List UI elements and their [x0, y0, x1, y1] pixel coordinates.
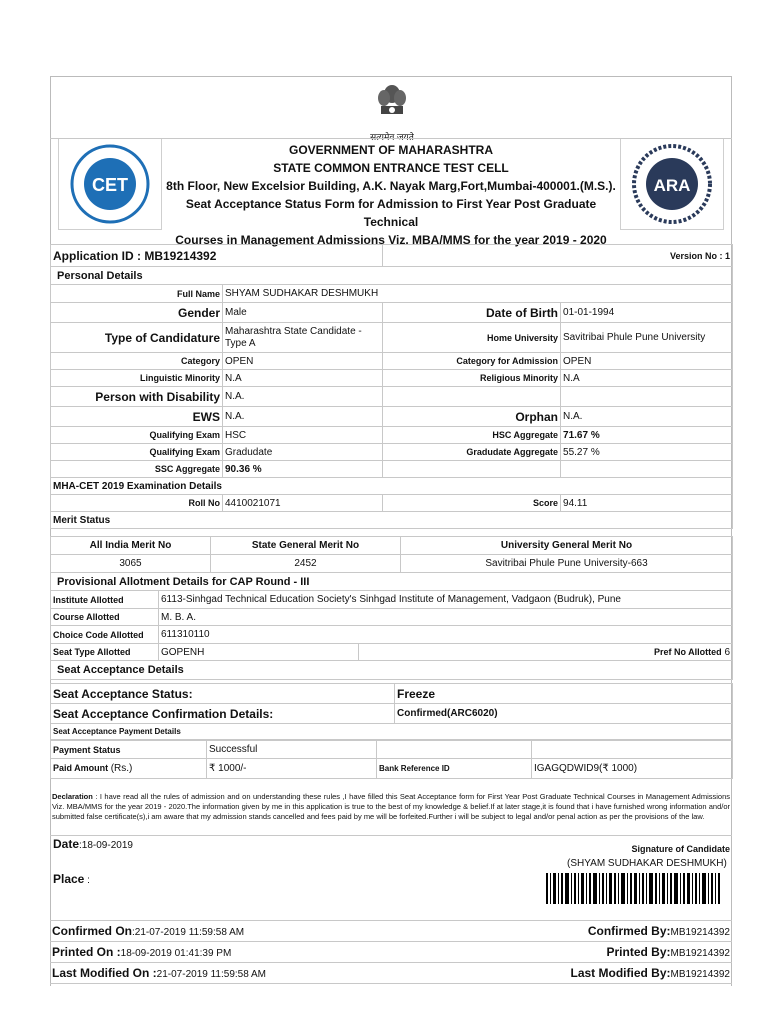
- ssc-agg-value: 90.36 %: [223, 461, 383, 478]
- roll-value: 4410021071: [223, 495, 383, 512]
- full-name-label: Full Name: [51, 285, 223, 303]
- pwd-value: N.A.: [223, 387, 383, 407]
- institute-label: Institute Allotted: [51, 591, 159, 609]
- modified-on-label: Last Modified On :: [52, 966, 157, 980]
- merit-state-value: 2452: [211, 555, 401, 573]
- acceptance-confirm-value: Confirmed(ARC6020): [395, 704, 733, 724]
- section-personal: Personal Details: [51, 267, 733, 285]
- ews-value: N.A.: [223, 407, 383, 427]
- confirmed-by: [391, 921, 732, 942]
- header-cell: STATE COMMON ENTRANCE TEST CELL: [273, 161, 509, 175]
- category-label: Category: [51, 353, 223, 370]
- rel-label: Religious Minority: [383, 370, 561, 387]
- ling-label: Linguistic Minority: [51, 370, 223, 387]
- cet-seal-box: [58, 138, 162, 230]
- ara-seal-box: [620, 138, 724, 230]
- printed-on: [50, 942, 391, 963]
- payment-status-label: Payment Status: [51, 741, 207, 759]
- rel-value: N.A: [561, 370, 733, 387]
- header-text-block: [162, 141, 620, 249]
- pref-no-cell: [359, 644, 733, 661]
- declaration-text: : I have read all the rules of admission and on understanding these rules ,I have filled this Seat Acceptance form for First Year Post Graduate Technical Courses in Management Admissions Viz. MBA/MMS for the year 2019 - 2020.The information given by me in this application is true to the best of my knowledge & belief.If at later stage,it is found that i have furnished wrong information and/or submitted false certificate(s),i am aware that my admission stands cancelled and fees paid by me will be forfeited.Further i will be subject to legal and/or penal action as per the provisions of the law.: [52, 792, 730, 821]
- confirmed-by-value: MB19214392: [670, 927, 730, 938]
- section-merit: Merit Status: [51, 512, 733, 529]
- allotment-table: [50, 590, 733, 680]
- cet-logo-text: CET: [92, 175, 128, 195]
- course-value: M. B. A.: [159, 609, 733, 626]
- merit-header-state: State General Merit No: [211, 537, 401, 555]
- ara-logo-icon: [621, 139, 723, 229]
- pref-no-label: Pref No Allotted: [653, 646, 722, 657]
- course-label: Course Allotted: [51, 609, 159, 626]
- modified-on: [50, 963, 391, 984]
- grad-agg-value: 55.27 %: [561, 444, 733, 461]
- acceptance-status-label: Seat Acceptance Status:: [51, 684, 395, 704]
- barcode-icon: [546, 873, 720, 904]
- bank-ref-label: Bank Reference ID: [377, 759, 532, 779]
- date-value: :18-09-2019: [79, 840, 133, 851]
- orphan-value: N.A.: [561, 407, 733, 427]
- date-line: [53, 837, 133, 851]
- qual-exam-2-value: Gradudate: [223, 444, 383, 461]
- grad-agg-label: Gradudate Aggregate: [383, 444, 561, 461]
- ews-label: EWS: [51, 407, 223, 427]
- qual-exam-2-label: Qualifying Exam: [51, 444, 223, 461]
- payment-table: [50, 740, 733, 779]
- declaration-lead: Declaration: [52, 792, 93, 801]
- section-acceptance: Seat Acceptance Details: [51, 661, 733, 680]
- place-line: [53, 872, 90, 886]
- merit-header-all-india: All India Merit No: [51, 537, 211, 555]
- section-allotment: Provisional Allotment Details for CAP Round - III: [51, 573, 733, 591]
- header: [50, 76, 732, 247]
- signature-label: Signature of Candidate: [631, 844, 730, 854]
- roll-label: Roll No: [51, 495, 223, 512]
- seat-type-label: Seat Type Allotted: [51, 644, 159, 661]
- paid-amount-cell: [51, 759, 207, 779]
- version-no: Version No : 1: [383, 245, 733, 267]
- header-form-title: Seat Acceptance Status Form for Admission to First Year Post Graduate Technical: [185, 197, 597, 229]
- orphan-label: Orphan: [383, 407, 561, 427]
- gender-value: Male: [223, 303, 383, 323]
- emblem-motto: सत्यमेव जयते: [370, 132, 414, 142]
- institute-value: 6113-Sinhgad Technical Education Society's Sinhgad Institute of Management, Vadgaon (Budruk), Pune: [159, 591, 733, 609]
- footer-table: [50, 920, 732, 984]
- acceptance-confirm-label: Seat Acceptance Confirmation Details:: [51, 704, 395, 724]
- pref-no-value: 6: [724, 646, 730, 658]
- category-value: OPEN: [223, 353, 383, 370]
- merit-all-india-value: 3065: [51, 555, 211, 573]
- home-univ-label: Home University: [383, 323, 561, 353]
- payment-status-value: Successful: [207, 741, 377, 759]
- confirmed-by-label: Confirmed By:: [587, 924, 671, 938]
- paid-amount-value: ₹ 1000/-: [207, 759, 377, 779]
- dob-label: Date of Birth: [383, 303, 561, 323]
- place-label: Place: [53, 872, 85, 886]
- merit-table: [50, 536, 733, 591]
- candidature-value: Maharashtra State Candidate - Type A: [223, 323, 383, 353]
- application-id: Application ID : MB19214392: [51, 245, 383, 267]
- printed-on-value: 18-09-2019 01:41:39 PM: [120, 948, 232, 959]
- cat-adm-value: OPEN: [561, 353, 733, 370]
- gender-label: Gender: [51, 303, 223, 323]
- ssc-agg-label: SSC Aggregate: [51, 461, 223, 478]
- date-label: Date: [53, 837, 80, 851]
- qual-exam-1-label: Qualifying Exam: [51, 427, 223, 444]
- details-table: [50, 244, 733, 529]
- declaration: [52, 792, 730, 822]
- seat-type-value: GOPENH: [159, 644, 359, 661]
- header-address: 8th Floor, New Excelsior Building, A.K. Nayak Marg,Fort,Mumbai-400001.(M.S.).: [166, 179, 616, 193]
- paid-amount-label: Paid Amount: [53, 763, 109, 773]
- choice-code-value: 611310110: [159, 626, 733, 644]
- header-govt: GOVERNMENT OF MAHARASHTRA: [289, 143, 493, 157]
- merit-header-university: University General Merit No: [401, 537, 733, 555]
- section-payment: Seat Acceptance Payment Details: [51, 724, 733, 740]
- bank-ref-value: IGAGQDWID9(₹ 1000): [532, 759, 733, 779]
- paid-amount-unit: (Rs.): [110, 763, 133, 774]
- qual-exam-1-value: HSC: [223, 427, 383, 444]
- dob-value: 01-01-1994: [561, 303, 733, 323]
- printed-on-label: Printed On :: [52, 945, 121, 959]
- candidature-label: Type of Candidature: [51, 323, 223, 353]
- modified-by: [391, 963, 732, 984]
- header-form-title-2: Courses in Management Admissions Viz. MBA/MMS for the year 2019 - 2020: [175, 233, 607, 247]
- choice-code-label: Choice Code Allotted: [51, 626, 159, 644]
- ashoka-emblem-icon: [375, 82, 409, 130]
- signature-name: (SHYAM SUDHAKAR DESHMUKH): [567, 858, 727, 869]
- score-value: 94.11: [561, 495, 733, 512]
- printed-by: [391, 942, 732, 963]
- confirmed-on-label: Confirmed On: [52, 924, 132, 938]
- score-label: Score: [383, 495, 561, 512]
- modified-by-label: Last Modified By:: [570, 966, 671, 980]
- hsc-agg-value: 71.67 %: [561, 427, 733, 444]
- printed-by-label: Printed By:: [606, 945, 671, 959]
- confirmed-on-value: :21-07-2019 11:59:58 AM: [132, 927, 245, 938]
- cet-logo-icon: [59, 139, 161, 229]
- ling-value: N.A: [223, 370, 383, 387]
- acceptance-status-value: Freeze: [395, 684, 733, 704]
- ara-logo-text: ARA: [653, 176, 691, 195]
- printed-by-value: MB19214392: [670, 948, 730, 959]
- section-exam: MHA-CET 2019 Examination Details: [51, 478, 733, 495]
- modified-on-value: 21-07-2019 11:59:58 AM: [156, 969, 267, 980]
- full-name-value: SHYAM SUDHAKAR DESHMUKH: [223, 285, 733, 303]
- acceptance-table: [50, 683, 733, 740]
- confirmed-on: [50, 921, 391, 942]
- home-univ-value: Savitribai Phule Pune University: [561, 323, 733, 353]
- hsc-agg-label: HSC Aggregate: [383, 427, 561, 444]
- place-value: :: [84, 875, 90, 886]
- cat-adm-label: Category for Admission: [383, 353, 561, 370]
- pwd-label: Person with Disability: [51, 387, 223, 407]
- merit-university-value: Savitribai Phule Pune University-663: [401, 555, 733, 573]
- modified-by-value: MB19214392: [670, 969, 730, 980]
